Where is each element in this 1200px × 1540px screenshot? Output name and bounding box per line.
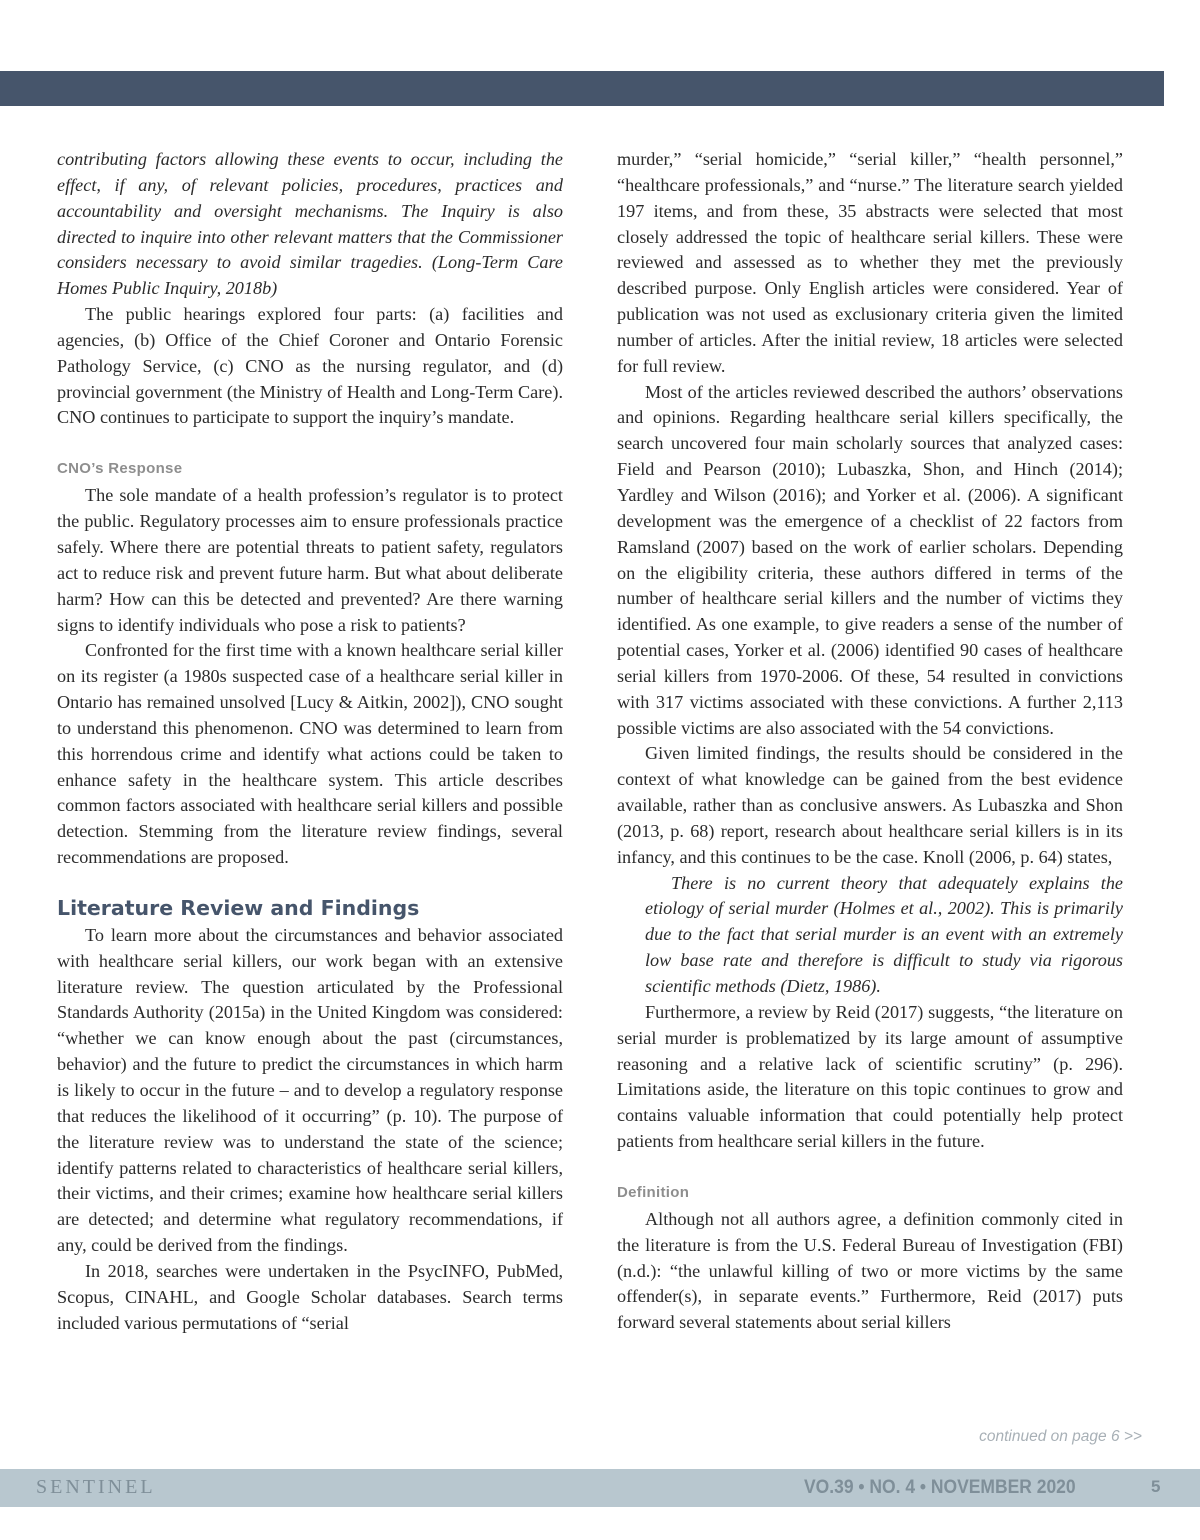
paragraph-search-continued: murder,” “serial homicide,” “serial killer,” “health personnel,” “healthcare professionals,” and “nurse.” The literature search yielded 197 items, and from these, 35 abstracts were selected that most closely addressed the topic of healthcare serial killers. These were reviewed and assessed as to whether they met the previously described purpose. Only English articles were considered. Year of publication was not used as exclusionary criteria given the limited number of articles. After the initial review, 18 articles were selected for full review. xyxy=(617,149,1123,376)
header-band xyxy=(0,71,1164,106)
paragraph-furthermore: Furthermore, a review by Reid (2017) suggests, “the literature on serial murder is problematized by its large amount of assumptive reasoning and a relative lack of scientific scrutiny” (p. 296). Limitations aside, the literature on this topic continues to grow and contains valuable information that could potentially help protect patients from healthcare serial killers in the future. xyxy=(617,1001,1123,1152)
continued-link[interactable]: continued on page 6 >> xyxy=(979,1428,1142,1445)
block-quote-knoll: There is no current theory that adequately explains the etiology of serial murder (Holmes et al., 2002). This is primarily due to the fact that serial murder is an event with an extremely low base rate and therefore is difficult to study via rigorous scientific methods (Dietz, 1986). xyxy=(645,872,1123,996)
footer-brand: SENTINEL xyxy=(36,1476,156,1498)
paragraph-given: Given limited findings, the results should be considered in the context of what knowledge can be gained from the best evidence available, rather than as conclusive answers. As Lubaszka and Shon (2013, p. 68) report, research about healthcare serial killers is in its infancy, and this continues to be the case. Knoll (2006, p. 64) states, xyxy=(617,743,1123,867)
subhead-definition: Definition xyxy=(617,1183,690,1201)
right-column xyxy=(617,147,1123,1336)
paragraph-mandate: The sole mandate of a health profession’s regulator is to protect the public. Regulatory processes aim to ensure professionals practice safely. Where there are potential threats to patient safety, regulators act to reduce risk and prevent future harm. But what about deliberate harm? How can this be detected and prevented? Are there warning signs to identify individuals who pose a risk to patients? xyxy=(57,485,563,635)
paragraph-confronted: Confronted for the first time with a known healthcare serial killer on its register (a 1980s suspected case of a healthcare serial killer in Ontario has remained unsolved [Lucy & Aitkin, 2002]), CNO sought to understand this phenomenon. CNO was determined to learn from this horrendous crime and identify what actions could be taken to enhance safety in the healthcare system. This article describes common factors associated with healthcare serial killers and possible detection. Stemming from the literature review findings, several recommendations are proposed. xyxy=(57,640,563,868)
footer-issue: VO.39 • NO. 4 • NOVEMBER 2020 xyxy=(804,1477,1076,1498)
page-number: 5 xyxy=(1151,1477,1161,1496)
paragraph-although: Although not all authors agree, a definition commonly cited in the literature is from the U.S. Federal Bureau of Investigation (FBI) (n.d.): “the unlawful killing of two or more victims by the same offender(s), in separate events.” Furthermore, Reid (2017) puts forward several statements about serial killers xyxy=(617,1208,1123,1333)
footer-band xyxy=(0,1469,1200,1507)
quote-continuation: contributing factors allowing these events to occur, including the effect, if any, of relevant policies, procedures, practices and accountability and oversight mechanisms. The Inquiry is also directed to inquire into other relevant matters that the Commissioner considers necessary to avoid similar tragedies. (Long-Term Care Homes Public Inquiry, 2018b) xyxy=(57,149,563,299)
paragraph-learn: To learn more about the circumstances and behavior associated with healthcare serial killers, our work began with an extensive literature review. The question articulated by the Professional Standards Authority (2015a) in the United Kingdom was considered: “whether we can know enough about the past (circumstances, behavior) and the future to predict the circumstances in which harm is likely to occur in the future – and to develop a regulatory response that reduces the likelihood of it occurring” (p. 10). The purpose of the literature review was to understand the state of the science; identify patterns related to characteristics of healthcare serial killers, their victims, and their crimes; examine how healthcare serial killers are detected; and determine what regulatory recommendations, if any, could be derived from the findings. xyxy=(57,924,563,1256)
section-heading-literature: Literature Review and Findings xyxy=(57,895,420,920)
paragraph-most-articles: Most of the articles reviewed described the authors’ observations and opinions. Regarding healthcare serial killers specifically, the search uncovered four main scholarly sources that analyzed cases: Field and Pearson (2010); Lubaszka, Shon, and Hinch (2014); Yardley and Wilson (2016); and Yorker et al. (2006). A significant development was the emergence of a checklist of 22 factors from Ramsland (2007) based on the work of earlier scholars. Depending on the eligibility criteria, these authors differed in terms of the number of healthcare serial killers and the number of victims they identified. As one example, to give readers a sense of the number of potential cases, Yorker et al. (2006) identified 90 cases of healthcare serial killers from 1970-2006. Of these, 54 resulted in convictions with 317 victims associated with these convictions. A further 2,113 possible victims are also associated with the 54 convictions. xyxy=(617,381,1123,738)
paragraph-hearings: The public hearings explored four parts: (a) facilities and agencies, (b) Office of the Chief Coroner and Ontario Forensic Pathology Service, (c) CNO as the nursing regulator, and (d) provincial government (the Ministry of Health and Long-Term Care). CNO continues to participate to support the inquiry’s mandate. xyxy=(57,304,563,428)
paragraph-searches: In 2018, searches were undertaken in the PsycINFO, PubMed, Scopus, CINAHL, and Google Scholar databases. Search terms included various permutations of “serial xyxy=(57,1260,563,1333)
subhead-cno-response: CNO’s Response xyxy=(57,460,183,478)
left-column xyxy=(57,147,563,1336)
